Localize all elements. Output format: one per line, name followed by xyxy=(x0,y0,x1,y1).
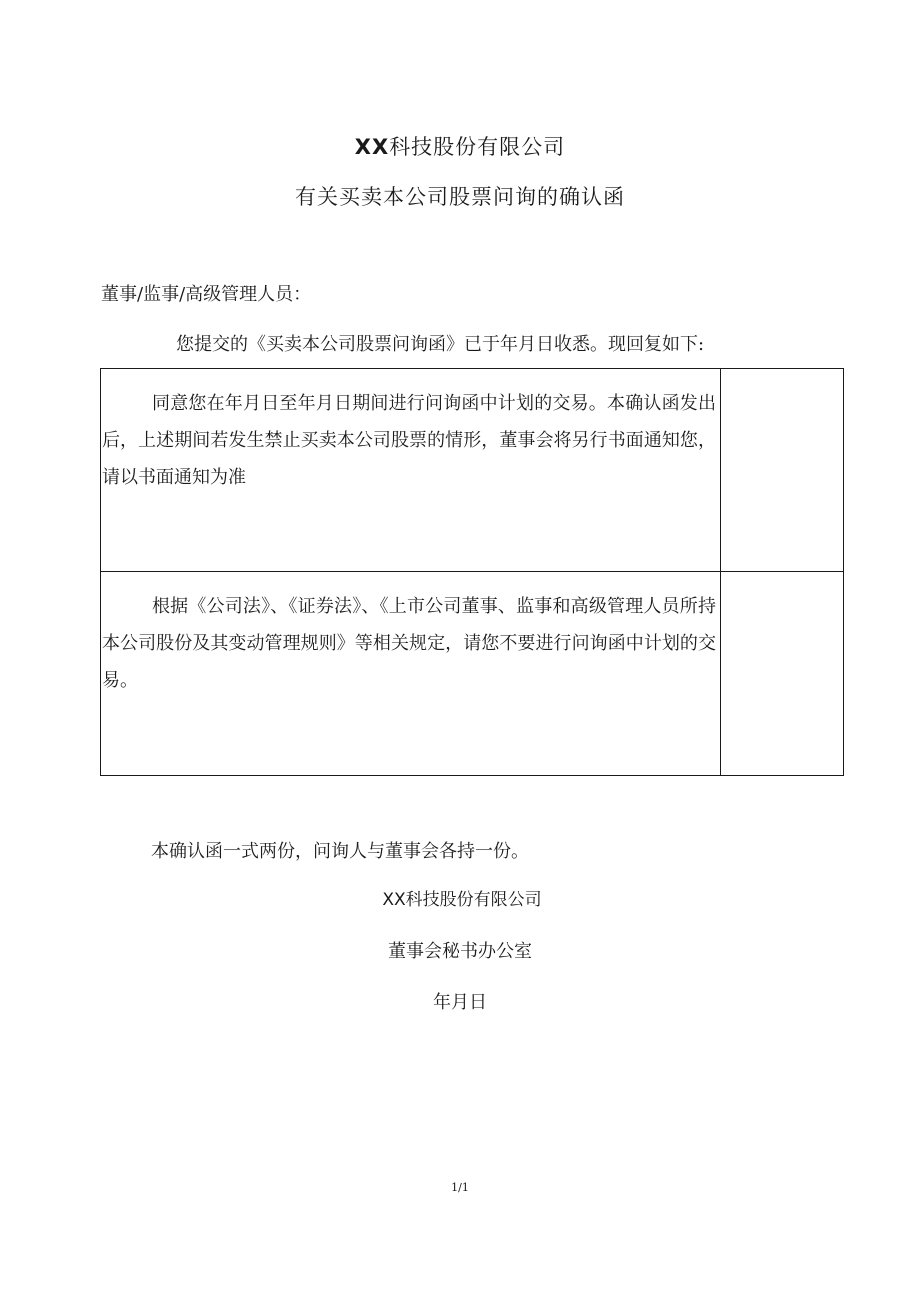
signature-company: XX科技股份有限公司 xyxy=(382,890,542,910)
reply-row-agree xyxy=(101,369,843,572)
closing-paragraph: 本确认函一式两份，问询人与董事会各持一份。 xyxy=(151,841,529,862)
company-title-name: 科技股份有限公司 xyxy=(389,135,566,159)
reply-option-agree-mark-cell xyxy=(721,369,843,571)
signature-office: 董事会秘书办公室 xyxy=(388,941,532,962)
intro-paragraph: 您提交的《买卖本公司股票问询函》已于年月日收悉。现回复如下: xyxy=(176,334,705,355)
reply-table xyxy=(100,368,844,776)
company-title xyxy=(0,131,920,161)
reply-option-deny-text: 根据《公司法》、《证券法》、《上市公司董事、监事和高级管理人员所持本公司股份及其变动管理规则》等相关规定，请您不要进行问询函中计划的交易。 xyxy=(101,572,721,775)
reply-option-agree-text: 同意您在年月日至年月日期间进行问询函中计划的交易。本确认函发出后，上述期间若发生禁止买卖本公司股票的情形，董事会将另行书面通知您，请以书面通知为准 xyxy=(101,369,721,571)
signature-date: 年月日 xyxy=(433,992,487,1013)
letter-title: 有关买卖本公司股票问询的确认函 xyxy=(295,185,625,209)
page-number: 1/1 xyxy=(451,1181,469,1194)
company-title-prefix: XX xyxy=(354,135,390,159)
salutation: 董事/监事/高级管理人员： xyxy=(101,284,312,305)
reply-row-deny xyxy=(101,572,843,775)
reply-option-deny-mark-cell xyxy=(721,572,843,775)
